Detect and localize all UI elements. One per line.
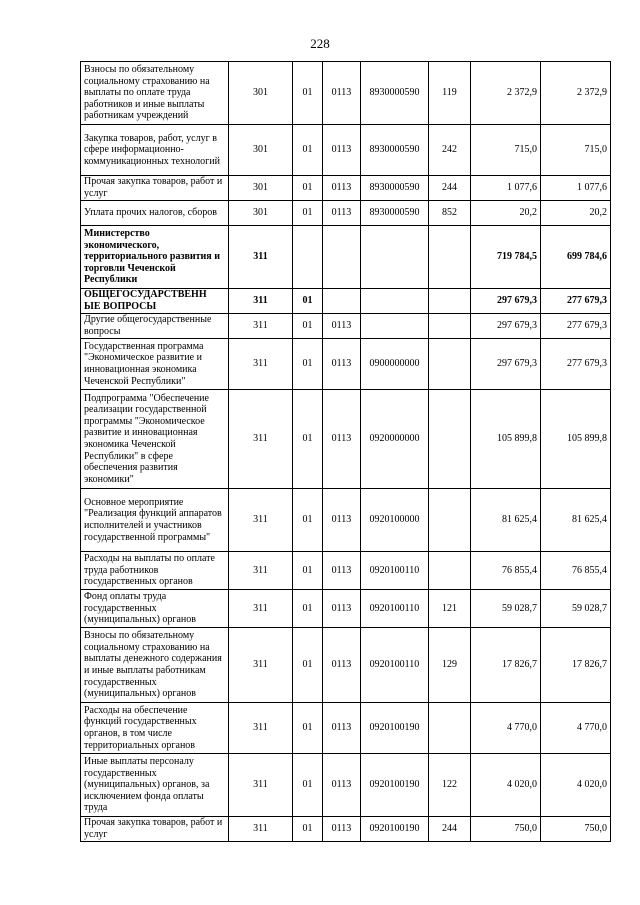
cell-expense-type: 244 — [429, 817, 471, 842]
cell-name: Основное мероприятие "Реализация функций аппаратов исполнителей и участников государственной программы" — [81, 489, 229, 552]
cell-subsection-code: 0113 — [323, 314, 361, 339]
cell-ministry-code: 301 — [229, 125, 293, 176]
cell-ministry-code: 301 — [229, 62, 293, 125]
cell-ministry-code: 311 — [229, 489, 293, 552]
cell-section-code: 01 — [293, 703, 323, 754]
table-row — [81, 552, 611, 590]
cell-subsection-code — [323, 226, 361, 289]
cell-amount-year-2: 277 679,3 — [541, 339, 611, 390]
cell-target-article — [361, 226, 429, 289]
cell-section-code: 01 — [293, 754, 323, 817]
cell-section-code: 01 — [293, 552, 323, 590]
cell-amount-year-1: 105 899,8 — [471, 390, 541, 489]
cell-expense-type — [429, 314, 471, 339]
cell-expense-type: 119 — [429, 62, 471, 125]
cell-amount-year-2: 76 855,4 — [541, 552, 611, 590]
cell-expense-type — [429, 289, 471, 314]
cell-amount-year-1: 4 020,0 — [471, 754, 541, 817]
cell-subsection-code — [323, 289, 361, 314]
cell-target-article: 0920100190 — [361, 817, 429, 842]
cell-subsection-code: 0113 — [323, 339, 361, 390]
cell-amount-year-1: 2 372,9 — [471, 62, 541, 125]
cell-section-code: 01 — [293, 817, 323, 842]
cell-target-article: 0920100110 — [361, 590, 429, 628]
cell-subsection-code: 0113 — [323, 552, 361, 590]
cell-name: Прочая закупка товаров, работ и услуг — [81, 176, 229, 201]
cell-amount-year-1: 715,0 — [471, 125, 541, 176]
cell-name: Взносы по обязательному социальному страхованию на выплаты по оплате труда работников и иные выплаты работникам учреждений — [81, 62, 229, 125]
cell-target-article — [361, 314, 429, 339]
cell-ministry-code: 301 — [229, 176, 293, 201]
cell-ministry-code: 311 — [229, 390, 293, 489]
table-row — [81, 817, 611, 842]
budget-table — [80, 61, 611, 842]
cell-ministry-code: 311 — [229, 817, 293, 842]
cell-amount-year-1: 719 784,5 — [471, 226, 541, 289]
cell-expense-type: 121 — [429, 590, 471, 628]
cell-expense-type — [429, 390, 471, 489]
cell-subsection-code: 0113 — [323, 754, 361, 817]
cell-amount-year-2: 277 679,3 — [541, 289, 611, 314]
cell-amount-year-1: 297 679,3 — [471, 314, 541, 339]
cell-expense-type — [429, 552, 471, 590]
cell-ministry-code: 311 — [229, 552, 293, 590]
cell-amount-year-1: 297 679,3 — [471, 339, 541, 390]
cell-target-article: 8930000590 — [361, 176, 429, 201]
cell-expense-type — [429, 226, 471, 289]
cell-amount-year-1: 20,2 — [471, 201, 541, 226]
cell-section-code: 01 — [293, 125, 323, 176]
cell-section-code: 01 — [293, 62, 323, 125]
cell-amount-year-2: 1 077,6 — [541, 176, 611, 201]
cell-subsection-code: 0113 — [323, 628, 361, 703]
cell-name: Закупка товаров, работ, услуг в сфере информационно-коммуникационных технологий — [81, 125, 229, 176]
cell-subsection-code: 0113 — [323, 703, 361, 754]
table-row — [81, 289, 611, 314]
cell-expense-type — [429, 339, 471, 390]
cell-ministry-code: 311 — [229, 339, 293, 390]
table-row — [81, 339, 611, 390]
cell-section-code: 01 — [293, 628, 323, 703]
cell-ministry-code: 301 — [229, 201, 293, 226]
cell-name: Уплата прочих налогов, сборов — [81, 201, 229, 226]
cell-amount-year-1: 4 770,0 — [471, 703, 541, 754]
cell-name: Подпрограмма "Обеспечение реализации государственной программы "Экономическое развитие и инновационная экономика Чеченской Республики" в сфере обеспечения развития экономики" — [81, 390, 229, 489]
cell-target-article: 8930000590 — [361, 62, 429, 125]
cell-name: Расходы на выплаты по оплате труда работников государственных органов — [81, 552, 229, 590]
page-number: 228 — [310, 36, 330, 51]
cell-expense-type — [429, 703, 471, 754]
cell-amount-year-1: 76 855,4 — [471, 552, 541, 590]
cell-target-article: 8930000590 — [361, 125, 429, 176]
cell-amount-year-2: 59 028,7 — [541, 590, 611, 628]
cell-name: Министерство экономического, территориального развития и торговли Чеченской Республики — [81, 226, 229, 289]
cell-amount-year-2: 277 679,3 — [541, 314, 611, 339]
cell-subsection-code: 0113 — [323, 201, 361, 226]
cell-name: Иные выплаты персоналу государственных (муниципальных) органов, за исключением фонда оплаты труда — [81, 754, 229, 817]
budget-table-body — [81, 62, 611, 842]
cell-amount-year-1: 1 077,6 — [471, 176, 541, 201]
cell-expense-type: 122 — [429, 754, 471, 817]
cell-name: Фонд оплаты труда государственных (муниципальных) органов — [81, 590, 229, 628]
cell-ministry-code: 311 — [229, 314, 293, 339]
cell-target-article: 0920100110 — [361, 552, 429, 590]
cell-section-code: 01 — [293, 390, 323, 489]
cell-ministry-code: 311 — [229, 703, 293, 754]
cell-subsection-code: 0113 — [323, 590, 361, 628]
table-row — [81, 201, 611, 226]
cell-target-article: 0920100190 — [361, 703, 429, 754]
cell-expense-type: 129 — [429, 628, 471, 703]
cell-section-code: 01 — [293, 489, 323, 552]
cell-subsection-code: 0113 — [323, 489, 361, 552]
cell-amount-year-2: 750,0 — [541, 817, 611, 842]
cell-amount-year-2: 699 784,6 — [541, 226, 611, 289]
table-row — [81, 628, 611, 703]
cell-amount-year-1: 17 826,7 — [471, 628, 541, 703]
cell-amount-year-1: 81 625,4 — [471, 489, 541, 552]
cell-subsection-code: 0113 — [323, 176, 361, 201]
cell-name: Взносы по обязательному социальному страхованию на выплаты денежного содержания и иные выплаты работникам государственных (муниципальных) органов — [81, 628, 229, 703]
table-row — [81, 390, 611, 489]
cell-name: Расходы на обеспечение функций государственных органов, в том числе территориальных органов — [81, 703, 229, 754]
table-row — [81, 489, 611, 552]
cell-section-code: 01 — [293, 590, 323, 628]
cell-target-article — [361, 289, 429, 314]
cell-amount-year-2: 17 826,7 — [541, 628, 611, 703]
table-row — [81, 226, 611, 289]
table-row — [81, 754, 611, 817]
cell-section-code: 01 — [293, 289, 323, 314]
cell-amount-year-1: 750,0 — [471, 817, 541, 842]
table-row — [81, 62, 611, 125]
cell-amount-year-2: 105 899,8 — [541, 390, 611, 489]
cell-ministry-code: 311 — [229, 226, 293, 289]
cell-amount-year-2: 4 020,0 — [541, 754, 611, 817]
cell-subsection-code: 0113 — [323, 817, 361, 842]
cell-expense-type: 852 — [429, 201, 471, 226]
cell-expense-type: 244 — [429, 176, 471, 201]
cell-ministry-code: 311 — [229, 628, 293, 703]
table-row — [81, 703, 611, 754]
cell-target-article: 0920100190 — [361, 754, 429, 817]
cell-subsection-code: 0113 — [323, 390, 361, 489]
cell-target-article: 0920000000 — [361, 390, 429, 489]
table-row — [81, 176, 611, 201]
cell-ministry-code: 311 — [229, 590, 293, 628]
cell-ministry-code: 311 — [229, 754, 293, 817]
cell-amount-year-2: 715,0 — [541, 125, 611, 176]
cell-amount-year-2: 20,2 — [541, 201, 611, 226]
cell-amount-year-1: 297 679,3 — [471, 289, 541, 314]
cell-amount-year-2: 81 625,4 — [541, 489, 611, 552]
cell-section-code: 01 — [293, 314, 323, 339]
cell-name: Государственная программа "Экономическое развитие и инновационная экономика Чеченской Республики" — [81, 339, 229, 390]
cell-ministry-code: 311 — [229, 289, 293, 314]
table-row — [81, 590, 611, 628]
cell-section-code: 01 — [293, 176, 323, 201]
cell-section-code — [293, 226, 323, 289]
cell-section-code: 01 — [293, 339, 323, 390]
cell-expense-type: 242 — [429, 125, 471, 176]
cell-name: Прочая закупка товаров, работ и услуг — [81, 817, 229, 842]
cell-amount-year-2: 2 372,9 — [541, 62, 611, 125]
cell-target-article: 0900000000 — [361, 339, 429, 390]
cell-subsection-code: 0113 — [323, 125, 361, 176]
cell-name: ОБЩЕГОСУДАРСТВЕНН ЫЕ ВОПРОСЫ — [81, 289, 229, 314]
cell-amount-year-1: 59 028,7 — [471, 590, 541, 628]
cell-name: Другие общегосударственные вопросы — [81, 314, 229, 339]
cell-expense-type — [429, 489, 471, 552]
cell-target-article: 0920100110 — [361, 628, 429, 703]
cell-target-article: 0920100000 — [361, 489, 429, 552]
table-row — [81, 125, 611, 176]
cell-section-code: 01 — [293, 201, 323, 226]
cell-amount-year-2: 4 770,0 — [541, 703, 611, 754]
cell-subsection-code: 0113 — [323, 62, 361, 125]
table-row — [81, 314, 611, 339]
cell-target-article: 8930000590 — [361, 201, 429, 226]
